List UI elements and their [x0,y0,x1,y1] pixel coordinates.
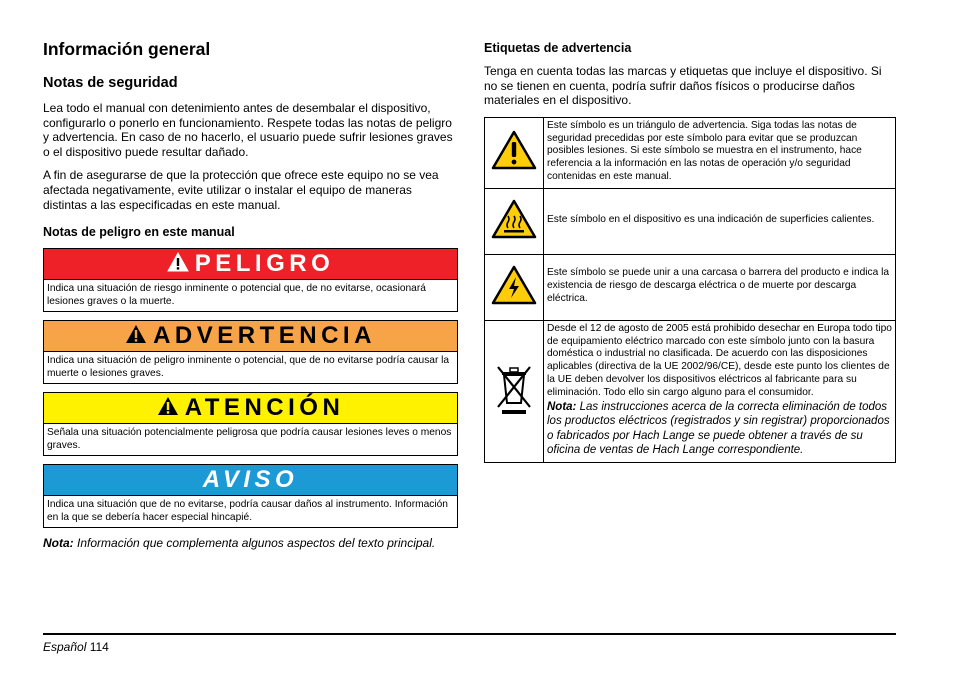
table-row [485,117,896,188]
hazard-box-peligro [43,248,458,312]
table-row [485,188,896,254]
hazard-word-peligro: PELIGRO [194,250,335,278]
safety-notes-title: Notas de seguridad [43,75,178,91]
left-column [43,38,458,551]
symbols-table [484,117,896,463]
weee-text: Desde el 12 de agosto de 2005 está prohibido desechar en Europa todo tipo de equipamiento eléctrico marcado con este símbolo junto con la basura doméstica o industrial no clasificada. De acuerdo con las disposiciones aplicables (directiva de la UE 2002/96/CE), desde este punto los clientes de la UE deben devolver los dispositivos eléctricos al fabricante para su eliminación. Todo ello sin cargo alguno para el consumidor. [547,322,892,398]
hazard-header-peligro [44,249,457,280]
safety-paragraph-2: A fin de asegurarse de que la protección que ofrece este equipo no se vea afectada negativamente, evite utilizar o instalar el equipo de maneras distintas a las especificadas en este manual. [43,168,439,212]
table-row [485,320,896,462]
hazard-text-advertencia: Indica una situación de peligro inminente o potencial, que de no evitarse podría causar la muerte o lesiones graves. [47,355,450,380]
weee-note-text: Las instrucciones acerca de la correcta eliminación de todos los productos eléctricos (registrados y sin registrar) proporcionados o fabricados por Hach Lange se puede obtener a través de su oficina de ventas de Hach Lange correspondiente. [547,400,890,457]
warning-triangle-icon [125,324,147,349]
footer-divider [43,633,896,635]
symbol-description: Este símbolo en el dispositivo es una indicación de superficies calientes. [544,188,896,254]
note-label: Nota: [43,536,74,551]
weee-crossed-bin-icon [494,402,534,419]
hazard-word-aviso: AVISO [202,466,299,494]
page-number: 114 [89,640,109,654]
hazard-word-atencion: ATENCIÓN [184,394,345,422]
symbol-cell [485,188,544,254]
weee-note [547,400,892,458]
general-note [43,536,458,551]
hazard-header-atencion [44,393,457,424]
hazard-text-aviso: Indica una situación que de no evitarse, podría causar daños al instrumento. Información en la que se debería hacer especial hincapié. [47,499,448,524]
note-text: Información que complementa algunos aspectos del texto principal. [77,536,436,551]
warning-triangle-icon [157,396,179,421]
symbol-cell [485,320,544,462]
warning-labels-title: Etiquetas de advertencia [484,41,632,55]
hot-surface-icon [491,226,537,243]
hazard-box-atencion [43,392,458,456]
hazard-header-advertencia [44,321,457,352]
weee-note-label: Nota: [547,400,577,413]
electric-shock-icon [491,292,537,309]
weee-description [544,320,896,462]
right-column [484,40,896,463]
warning-labels-intro: Tenga en cuenta todas las marcas y etiquetas que incluye el dispositivo. Si no se tienen en cuenta, podría sufrir daños físicos o producirse daños materiales en el dispositivo. [484,64,882,108]
symbol-description: Este símbolo es un triángulo de advertencia. Siga todas las notas de seguridad precedidas por este símbolo para evitar que se produzcan posibles lesiones. Si este símbolo se muestra en el instrumento, hace referencia a la información en las notas de operación y/o seguridad contenidas en este manual. [544,117,896,188]
hazard-text-peligro: Indica una situación de riesgo inminente o potencial que, de no evitarse, ocasionará lesiones graves o la muerte. [47,283,426,308]
footer-language: Español [43,640,87,654]
warning-triangle-icon [167,252,189,277]
hazard-header-aviso [44,465,457,496]
warning-triangle-icon [491,157,537,174]
hazard-notes-title: Notas de peligro en este manual [43,225,235,240]
symbol-cell [485,254,544,320]
hazard-word-advertencia: ADVERTENCIA [153,322,376,350]
hazard-box-aviso [43,464,458,528]
safety-paragraph-1: Lea todo el manual con detenimiento antes de desembalar el dispositivo, configurarlo o ponerlo en funcionamiento. Respete todas las notas de peligro y advertencia. En caso de no hacerlo, el usuario puede sufrir lesiones graves o el dispositivo puede resultar dañado. [43,101,453,159]
hazard-box-advertencia [43,320,458,384]
table-row [485,254,896,320]
page-footer [43,640,109,654]
section-title: Información general [43,39,211,59]
hazard-text-atencion: Señala una situación potencialmente peligrosa que podría causar lesiones leves o menos graves. [47,427,452,452]
symbol-cell [485,117,544,188]
symbol-description: Este símbolo se puede unir a una carcasa o barrera del producto e indica la existencia de riesgo de descarga eléctrica o de muerte por descarga eléctrica. [544,254,896,320]
